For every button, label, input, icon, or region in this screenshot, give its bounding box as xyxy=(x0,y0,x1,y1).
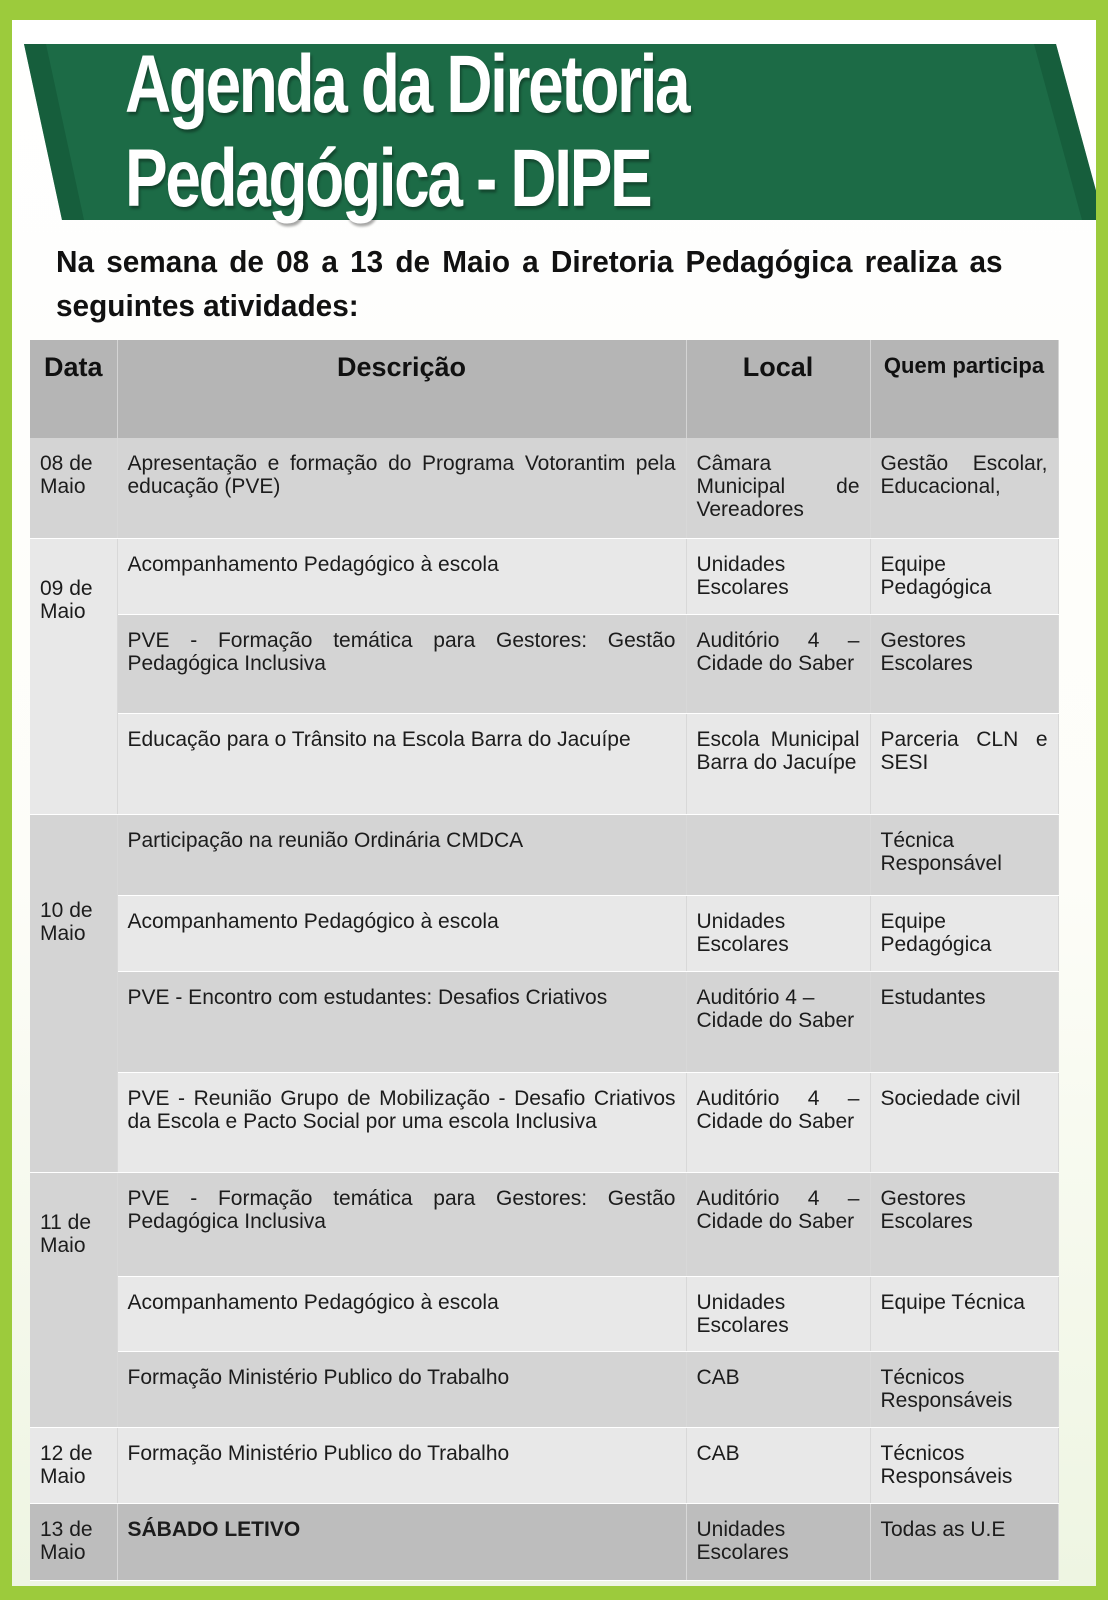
page-title: Agenda da Diretoria Pedagógica - DIPE xyxy=(125,39,689,224)
participants-cell: Sociedade civil xyxy=(870,1072,1058,1172)
description-cell: PVE - Formação temática para Gestores: Gestão Pedagógica Inclusiva xyxy=(117,1172,686,1276)
participants-cell: Equipe Pedagógica xyxy=(870,538,1058,614)
description-cell: Acompanhamento Pedagógico à escola xyxy=(117,538,686,614)
participants-cell: Parceria CLN e SESI xyxy=(870,713,1058,814)
location-cell: Escola Municipal Barra do Jacuípe xyxy=(686,713,870,814)
table-row xyxy=(30,971,1058,1072)
table-row xyxy=(30,1276,1058,1351)
description-cell: Acompanhamento Pedagógico à escola xyxy=(117,1276,686,1351)
intro-text: Na semana de 08 a 13 de Maio a Diretoria Pedagógica realiza as seguintes atividades: xyxy=(56,244,1003,323)
date-cell: 12 de Maio xyxy=(30,1427,117,1503)
header-participants: Quem participa xyxy=(870,340,1058,438)
table-row xyxy=(30,1351,1058,1427)
participants-cell: Gestão Escolar, Educacional, xyxy=(870,438,1058,538)
location-cell: CAB xyxy=(686,1427,870,1503)
date-cell: 10 de Maio xyxy=(30,814,117,1172)
location-cell: Câmara Municipal de Vereadores xyxy=(686,438,870,538)
location-cell: Auditório 4 – Cidade do Saber xyxy=(686,1172,870,1276)
participants-cell: Técnica Responsável xyxy=(870,814,1058,895)
table-row xyxy=(30,814,1058,895)
saturday-label: SÁBADO LETIVO xyxy=(127,1517,301,1541)
table-row xyxy=(30,895,1058,971)
description-cell: Participação na reunião Ordinária CMDCA xyxy=(117,814,686,895)
location-cell: Auditório 4 – Cidade do Saber xyxy=(686,971,870,1072)
participants-cell: Equipe Pedagógica xyxy=(870,895,1058,971)
description-cell: Educação para o Trânsito na Escola Barra do Jacuípe xyxy=(117,713,686,814)
title-banner xyxy=(12,39,1096,224)
table-row xyxy=(30,1503,1058,1580)
table-row xyxy=(30,713,1058,814)
header-date: Data xyxy=(30,340,117,438)
table-header-row xyxy=(30,340,1058,438)
description-cell: Formação Ministério Publico do Trabalho xyxy=(117,1427,686,1503)
table-row xyxy=(30,614,1058,713)
participants-cell: Estudantes xyxy=(870,971,1058,1072)
table-row xyxy=(30,438,1058,538)
description-cell xyxy=(117,1503,686,1580)
location-cell: Unidades Escolares xyxy=(686,538,870,614)
header-location: Local xyxy=(686,340,870,438)
description-cell: Apresentação e formação do Programa Votorantim pela educação (PVE) xyxy=(117,438,686,538)
location-cell: CAB xyxy=(686,1351,870,1427)
participants-cell: Gestores Escolares xyxy=(870,1172,1058,1276)
description-cell: PVE - Reunião Grupo de Mobilização - Desafio Criativos da Escola e Pacto Social por uma escola Inclusiva xyxy=(117,1072,686,1172)
date-cell: 11 de Maio xyxy=(30,1172,117,1427)
description-cell: PVE - Formação temática para Gestores: Gestão Pedagógica Inclusiva xyxy=(117,614,686,713)
date-cell: 08 de Maio xyxy=(30,438,117,538)
location-cell xyxy=(686,814,870,895)
participants-cell: Todas as U.E xyxy=(870,1503,1058,1580)
agenda-poster xyxy=(12,20,1096,1586)
participants-cell: Gestores Escolares xyxy=(870,614,1058,713)
location-cell: Auditório 4 – Cidade do Saber xyxy=(686,1072,870,1172)
description-cell: Formação Ministério Publico do Trabalho xyxy=(117,1351,686,1427)
date-cell: 13 de Maio xyxy=(30,1503,117,1580)
description-cell: Acompanhamento Pedagógico à escola xyxy=(117,895,686,971)
table-row xyxy=(30,1072,1058,1172)
location-cell: Unidades Escolares xyxy=(686,1276,870,1351)
agenda-table xyxy=(30,340,1059,1581)
date-cell: 09 de Maio xyxy=(30,538,117,814)
table-row xyxy=(30,538,1058,614)
location-cell: Unidades Escolares xyxy=(686,895,870,971)
description-cell: PVE - Encontro com estudantes: Desafios Criativos xyxy=(117,971,686,1072)
participants-cell: Equipe Técnica xyxy=(870,1276,1058,1351)
table-row xyxy=(30,1172,1058,1276)
location-cell: Auditório 4 – Cidade do Saber xyxy=(686,614,870,713)
participants-cell: Técnicos Responsáveis xyxy=(870,1351,1058,1427)
location-cell: Unidades Escolares xyxy=(686,1503,870,1580)
table-row xyxy=(30,1427,1058,1503)
header-description: Descrição xyxy=(117,340,686,438)
participants-cell: Técnicos Responsáveis xyxy=(870,1427,1058,1503)
